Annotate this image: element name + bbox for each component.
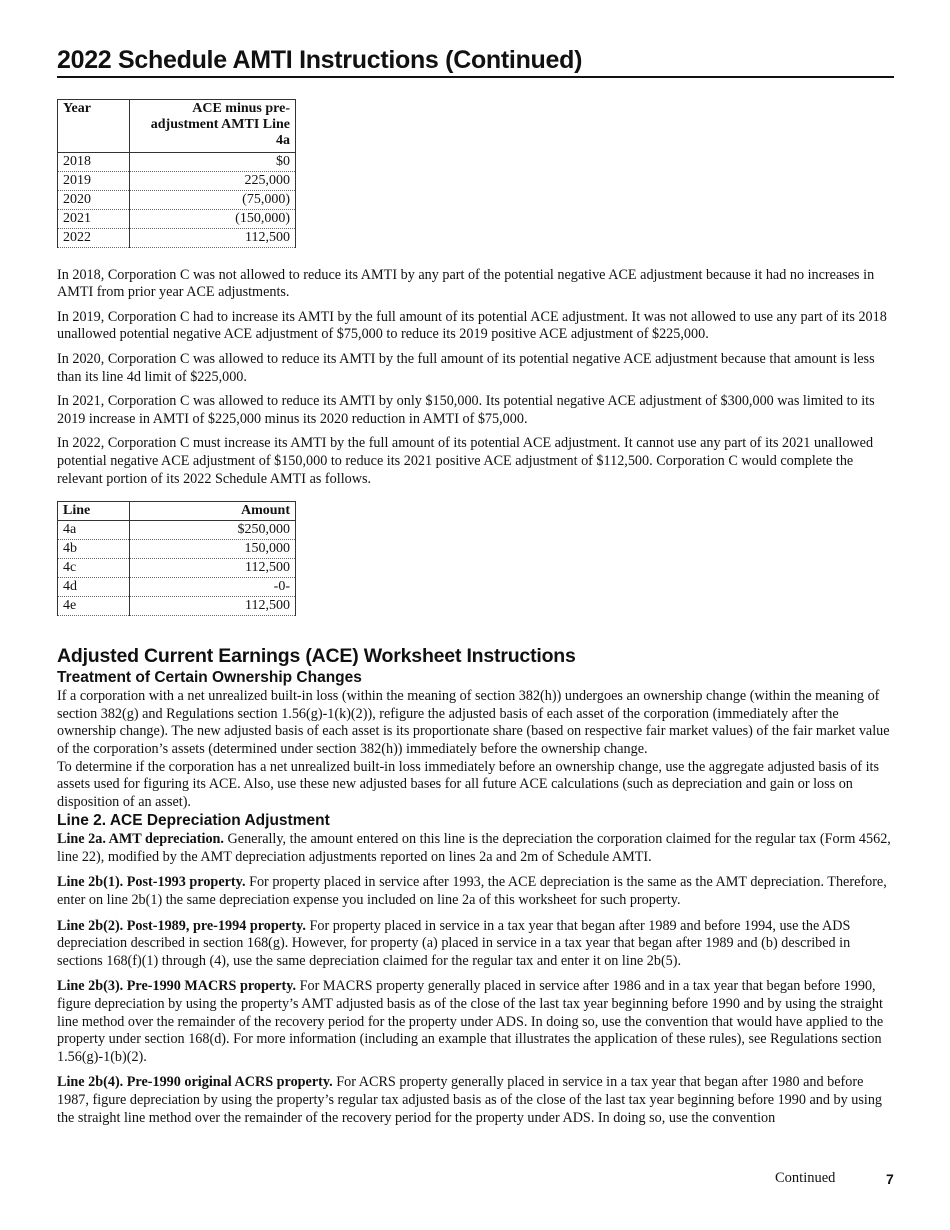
paragraph: If a corporation with a net unrealized built-in loss (within the meaning of section 382(h)) undergoes an ownership change (within the meaning of section 382(g) and Regulations section 1.56(g)-1(k)(2)), refigure the adjusted basis of each asset of the corporation (immediately after the ownership change). The new adjusted basis of each asset is its proportionate share (based on respective fair market values) of the fair market value of the corporation’s assets (determined under section 382(h)) immediately before the ownership change. xyxy=(57,688,890,757)
paragraph xyxy=(57,918,894,971)
table-row xyxy=(58,559,296,578)
table-row xyxy=(58,540,296,559)
paragraph xyxy=(57,874,894,909)
table-cell: 2021 xyxy=(58,209,130,228)
table-cell: 4e xyxy=(58,597,130,616)
table-row xyxy=(58,228,296,247)
table-header-row xyxy=(58,99,296,152)
paragraph-body: For ACRS property generally placed in service in a tax year that began after 1980 and before 1987, figure depreciation by using the property’s regular tax adjusted basis as of the close of the last tax year beginning before 1990 and by using the straight line method over the remainder of the recovery period for the property under ADS. In doing so, use the convention xyxy=(57,1074,883,1126)
table-cell: 112,500 xyxy=(130,559,296,578)
line-2-text xyxy=(57,831,894,1127)
table-cell: 112,500 xyxy=(130,597,296,616)
paragraph xyxy=(57,978,894,1066)
table-cell: 2018 xyxy=(58,152,130,171)
table-cell: 4c xyxy=(58,559,130,578)
table-cell: 112,500 xyxy=(130,228,296,247)
table-row xyxy=(58,190,296,209)
paragraph-lead: Line 2b(3). Pre-1990 MACRS property. xyxy=(57,978,297,995)
paragraph: In 2018, Corporation C was not allowed to reduce its AMTI by any part of the potential negative ACE adjustment because it had no increases in AMTI from prior year ACE adjustments. xyxy=(57,266,875,301)
paragraph-lead: Line 2b(4). Pre-1990 original ACRS property. xyxy=(57,1074,333,1091)
paragraph xyxy=(57,831,894,866)
page-title: 2022 Schedule AMTI Instructions (Continued) xyxy=(57,0,894,78)
example-text xyxy=(57,267,894,489)
table-row xyxy=(58,209,296,228)
table-row xyxy=(58,521,296,540)
table-cell: 4d xyxy=(58,578,130,597)
table-cell: 150,000 xyxy=(130,540,296,559)
col-header-ace: ACE minus pre-adjustment AMTI Line 4a xyxy=(130,99,296,152)
table-cell: $250,000 xyxy=(130,521,296,540)
col-header-amount: Amount xyxy=(130,502,296,521)
table-cell: $0 xyxy=(130,152,296,171)
table-row xyxy=(58,578,296,597)
continued-label: Continued xyxy=(775,1170,836,1186)
paragraph: In 2022, Corporation C must increase its AMTI by the full amount of its potential ACE adjustment. It cannot use any part of its 2021 unallowed potential negative ACE adjustment of $150,000 to reduce its 2021 positive ACE adjustment of $112,500. Corporation C would complete the relevant portion of its 2022 Schedule AMTI as follows. xyxy=(57,435,874,487)
paragraph xyxy=(57,1074,894,1127)
table-row xyxy=(58,171,296,190)
schedule-amti-lines-table xyxy=(57,501,296,616)
paragraph-lead: Line 2b(1). Post-1993 property. xyxy=(57,874,246,891)
page-number: 7 xyxy=(886,1171,894,1187)
ownership-changes-text xyxy=(57,688,894,811)
section-heading-ace: Adjusted Current Earnings (ACE) Worksheet Instructions xyxy=(57,645,576,668)
paragraph: In 2019, Corporation C had to increase its AMTI by the full amount of its potential ACE adjustment. It was not allowed to use any part of its 2018 unallowed potential negative ACE adjustment of $75,000 to reduce its 2019 positive ACE adjustment of $225,000. xyxy=(57,308,887,343)
table-cell: 2020 xyxy=(58,190,130,209)
paragraph-body: For property placed in service in a tax year that began after 1989 and before 1994, use the ADS depreciation described in section 168(g). However, for property (a) placed in service in a tax year that began after 1989 and (b) described in sections 168(f)(1) through (4), use the same depreciation claimed for the regular tax and enter it on line 2b(5). xyxy=(57,917,851,969)
table-row xyxy=(58,597,296,616)
paragraph-lead: Line 2b(2). Post-1989, pre-1994 property. xyxy=(57,917,306,934)
table-cell: 4b xyxy=(58,540,130,559)
paragraph: In 2021, Corporation C was allowed to reduce its AMTI by only $150,000. Its potential negative ACE adjustment of $300,000 was limited to its 2019 increase in AMTI of $225,000 minus its 2020 reduction in AMTI of $75,000. xyxy=(57,393,875,427)
col-header-line: Line xyxy=(58,502,130,521)
table-cell: 225,000 xyxy=(130,171,296,190)
table-cell: 4a xyxy=(58,521,130,540)
table-cell: -0- xyxy=(130,578,296,597)
col-header-year: Year xyxy=(58,99,130,152)
table-cell: 2022 xyxy=(58,228,130,247)
table-cell: 2019 xyxy=(58,171,130,190)
paragraph: To determine if the corporation has a net unrealized built-in loss immediately before an ownership change, use the aggregate adjusted basis of its assets used for figuring its ACE. Also, use these new adjusted bases for all future ACE calculations (such as depreciation and gain or loss on disposition of an asset). xyxy=(57,758,880,810)
subheading-ownership-changes: Treatment of Certain Ownership Changes xyxy=(57,669,362,687)
paragraph-body: For property placed in service after 1993, the ACE depreciation is the same as the AMT depreciation. Therefore, enter on line 2b(1) the same depreciation expense you included on line 2a of this worksheet for such property. xyxy=(57,874,887,909)
paragraph: In 2020, Corporation C was allowed to reduce its AMTI by the full amount of its potential negative ACE adjustment because that amount is less than its line 4d limit of $225,000. xyxy=(57,350,875,385)
paragraph-body: Generally, the amount entered on this line is the depreciation the corporation claimed for the regular tax (Form 4562, line 22), modified by the AMT depreciation adjustments reported on lines 2a and 2m of Schedule AMTI. xyxy=(57,831,891,865)
page xyxy=(57,0,894,1135)
table-cell: (150,000) xyxy=(130,209,296,228)
subheading-line-2: Line 2. ACE Depreciation Adjustment xyxy=(57,812,330,830)
paragraph-lead: Line 2a. AMT depreciation. xyxy=(57,831,224,848)
paragraph-body: For MACRS property generally placed in service after 1986 and in a tax year that began before 1990, figure depreciation by using the property’s AMT adjusted basis as of the close of the last tax year beginning before 1990 and by using the straight line method over the remainder of the recovery period for the property under ADS. In doing so, use the convention that would have applied to the property under section 168(d). For more information (including an example that illustrates the application of these rules), see Regulations section 1.56(g)-1(b)(2). xyxy=(57,978,884,1065)
table-cell: (75,000) xyxy=(130,190,296,209)
table-header-row xyxy=(58,502,296,521)
ace-year-table xyxy=(57,99,296,248)
table-row xyxy=(58,152,296,171)
